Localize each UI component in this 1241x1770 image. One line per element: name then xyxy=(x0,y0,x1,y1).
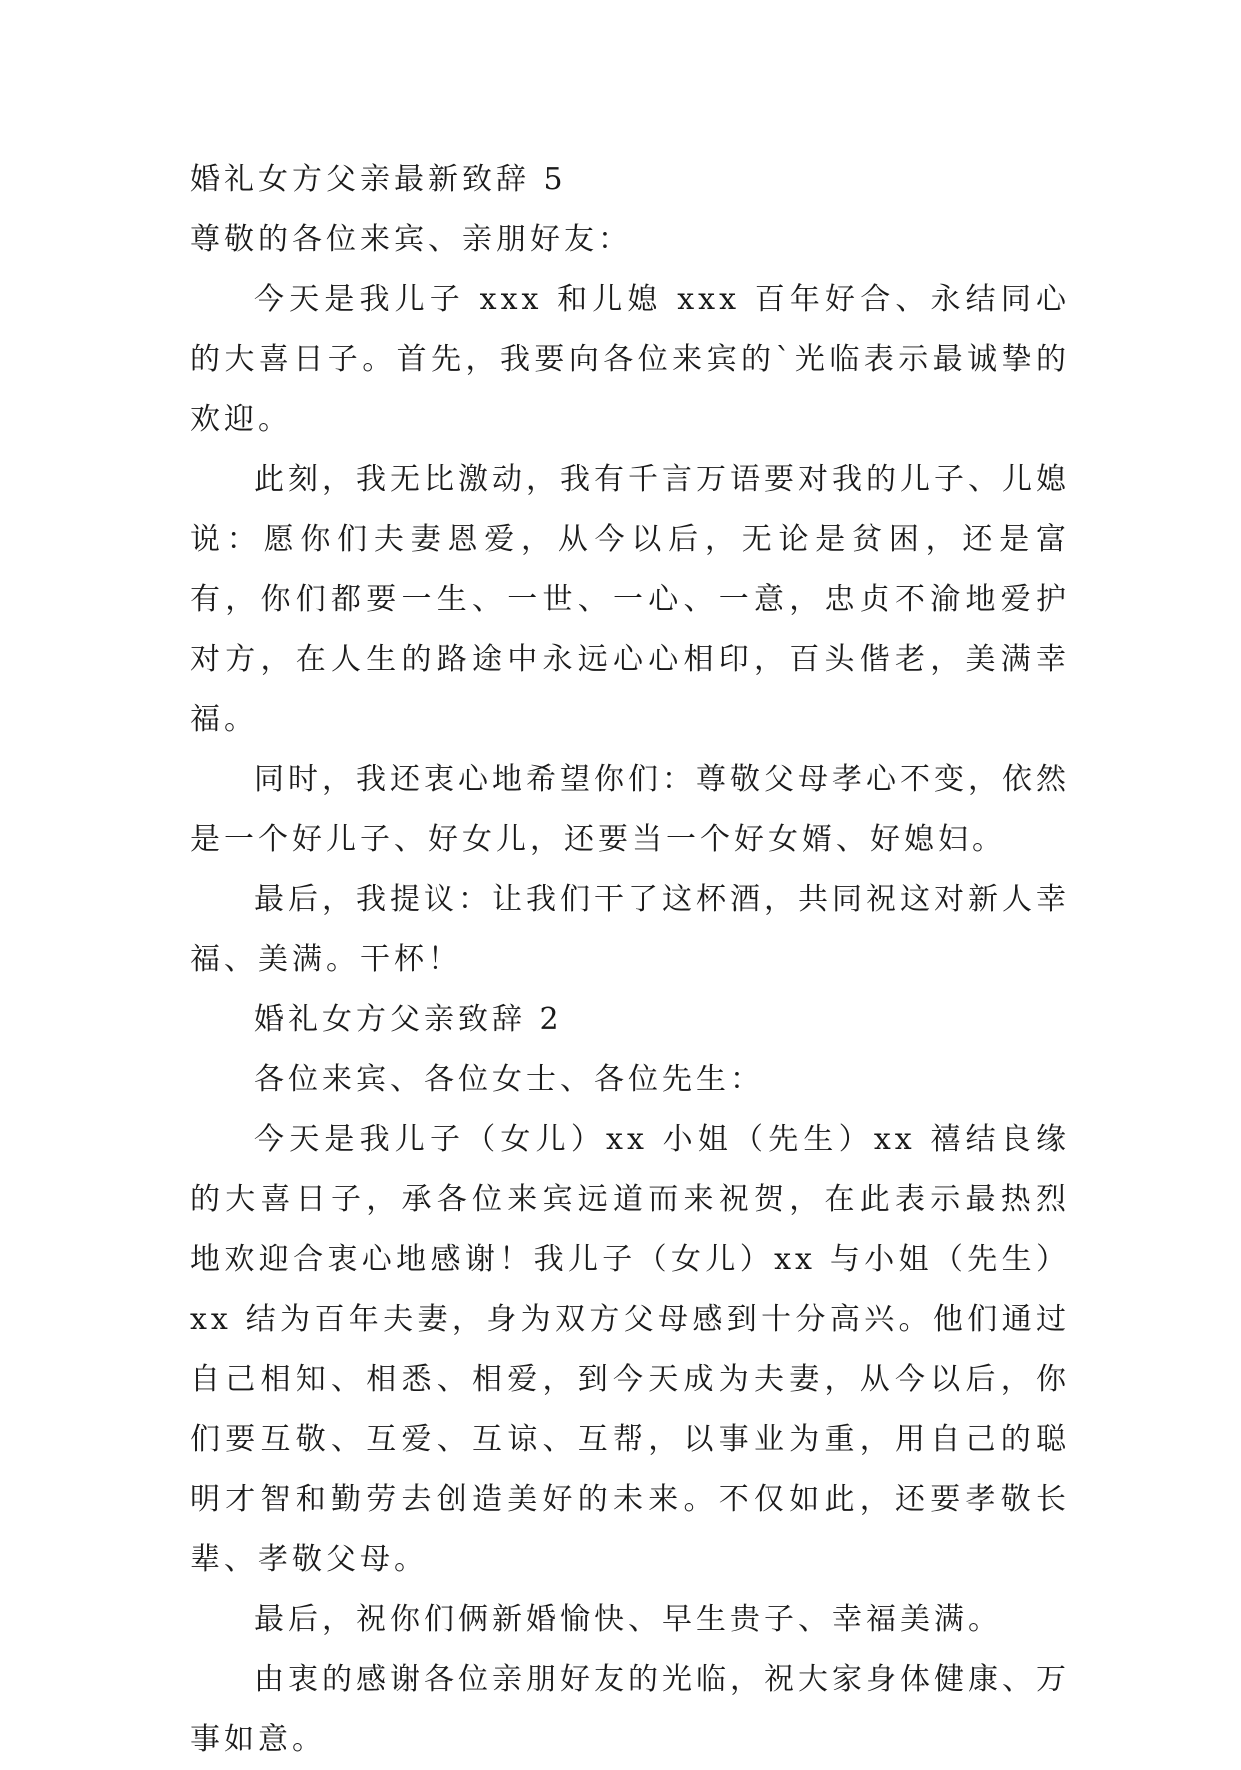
paragraph-welcome: 今天是我儿子 xxx 和儿媳 xxx 百年好合、永结同心的大喜日子。首先，我要向各位来宾的`光临表示最诚挚的欢迎。 xyxy=(190,282,1070,437)
salutation: 尊敬的各位来宾、亲朋好友： xyxy=(190,222,632,257)
document-title: 婚礼女方父亲最新致辞 5 xyxy=(190,162,567,197)
paragraph-thanks: 由衷的感谢各位亲朋好友的光临，祝大家身体健康、万事如意。 xyxy=(190,1662,1070,1757)
paragraph-blessing: 最后，祝你们俩新婚愉快、早生贵子、幸福美满。 xyxy=(254,1602,1002,1637)
section-title-2: 婚礼女方父亲致辞 2 xyxy=(254,1002,563,1037)
salutation-2: 各位来宾、各位女士、各位先生： xyxy=(254,1062,764,1097)
paragraph-wishes: 此刻，我无比激动，我有千言万语要对我的儿子、儿媳说：愿你们夫妻恩爱，从今以后，无论是贫困，还是富有，你们都要一生、一世、一心、一意，忠贞不渝地爱护对方，在人生的路途中永远心心相印，百头偕老，美满幸福。 xyxy=(190,462,1070,737)
document-page xyxy=(190,150,1070,1770)
paragraph-hope: 同时，我还衷心地希望你们：尊敬父母孝心不变，依然是一个好儿子、好女儿，还要当一个好女婿、好媳妇。 xyxy=(190,762,1070,857)
paragraph-toast: 最后，我提议：让我们干了这杯酒，共同祝这对新人幸福、美满。干杯！ xyxy=(190,882,1070,977)
paragraph-main-2: 今天是我儿子（女儿）xx 小姐（先生）xx 禧结良缘的大喜日子，承各位来宾远道而来祝贺，在此表示最热烈地欢迎合衷心地感谢！我儿子（女儿）xx 与小姐（先生）xx 结为百年夫妻，身为双方父母感到十分高兴。他们通过自己相知、相悉、相爱，到今天成为夫妻，从今以后，你们要互敬、互爱、互谅、互帮，以事业为重，用自己的聪明才智和勤劳去创造美好的未来。不仅如此，还要孝敬长辈、孝敬父母。 xyxy=(190,1122,1070,1577)
